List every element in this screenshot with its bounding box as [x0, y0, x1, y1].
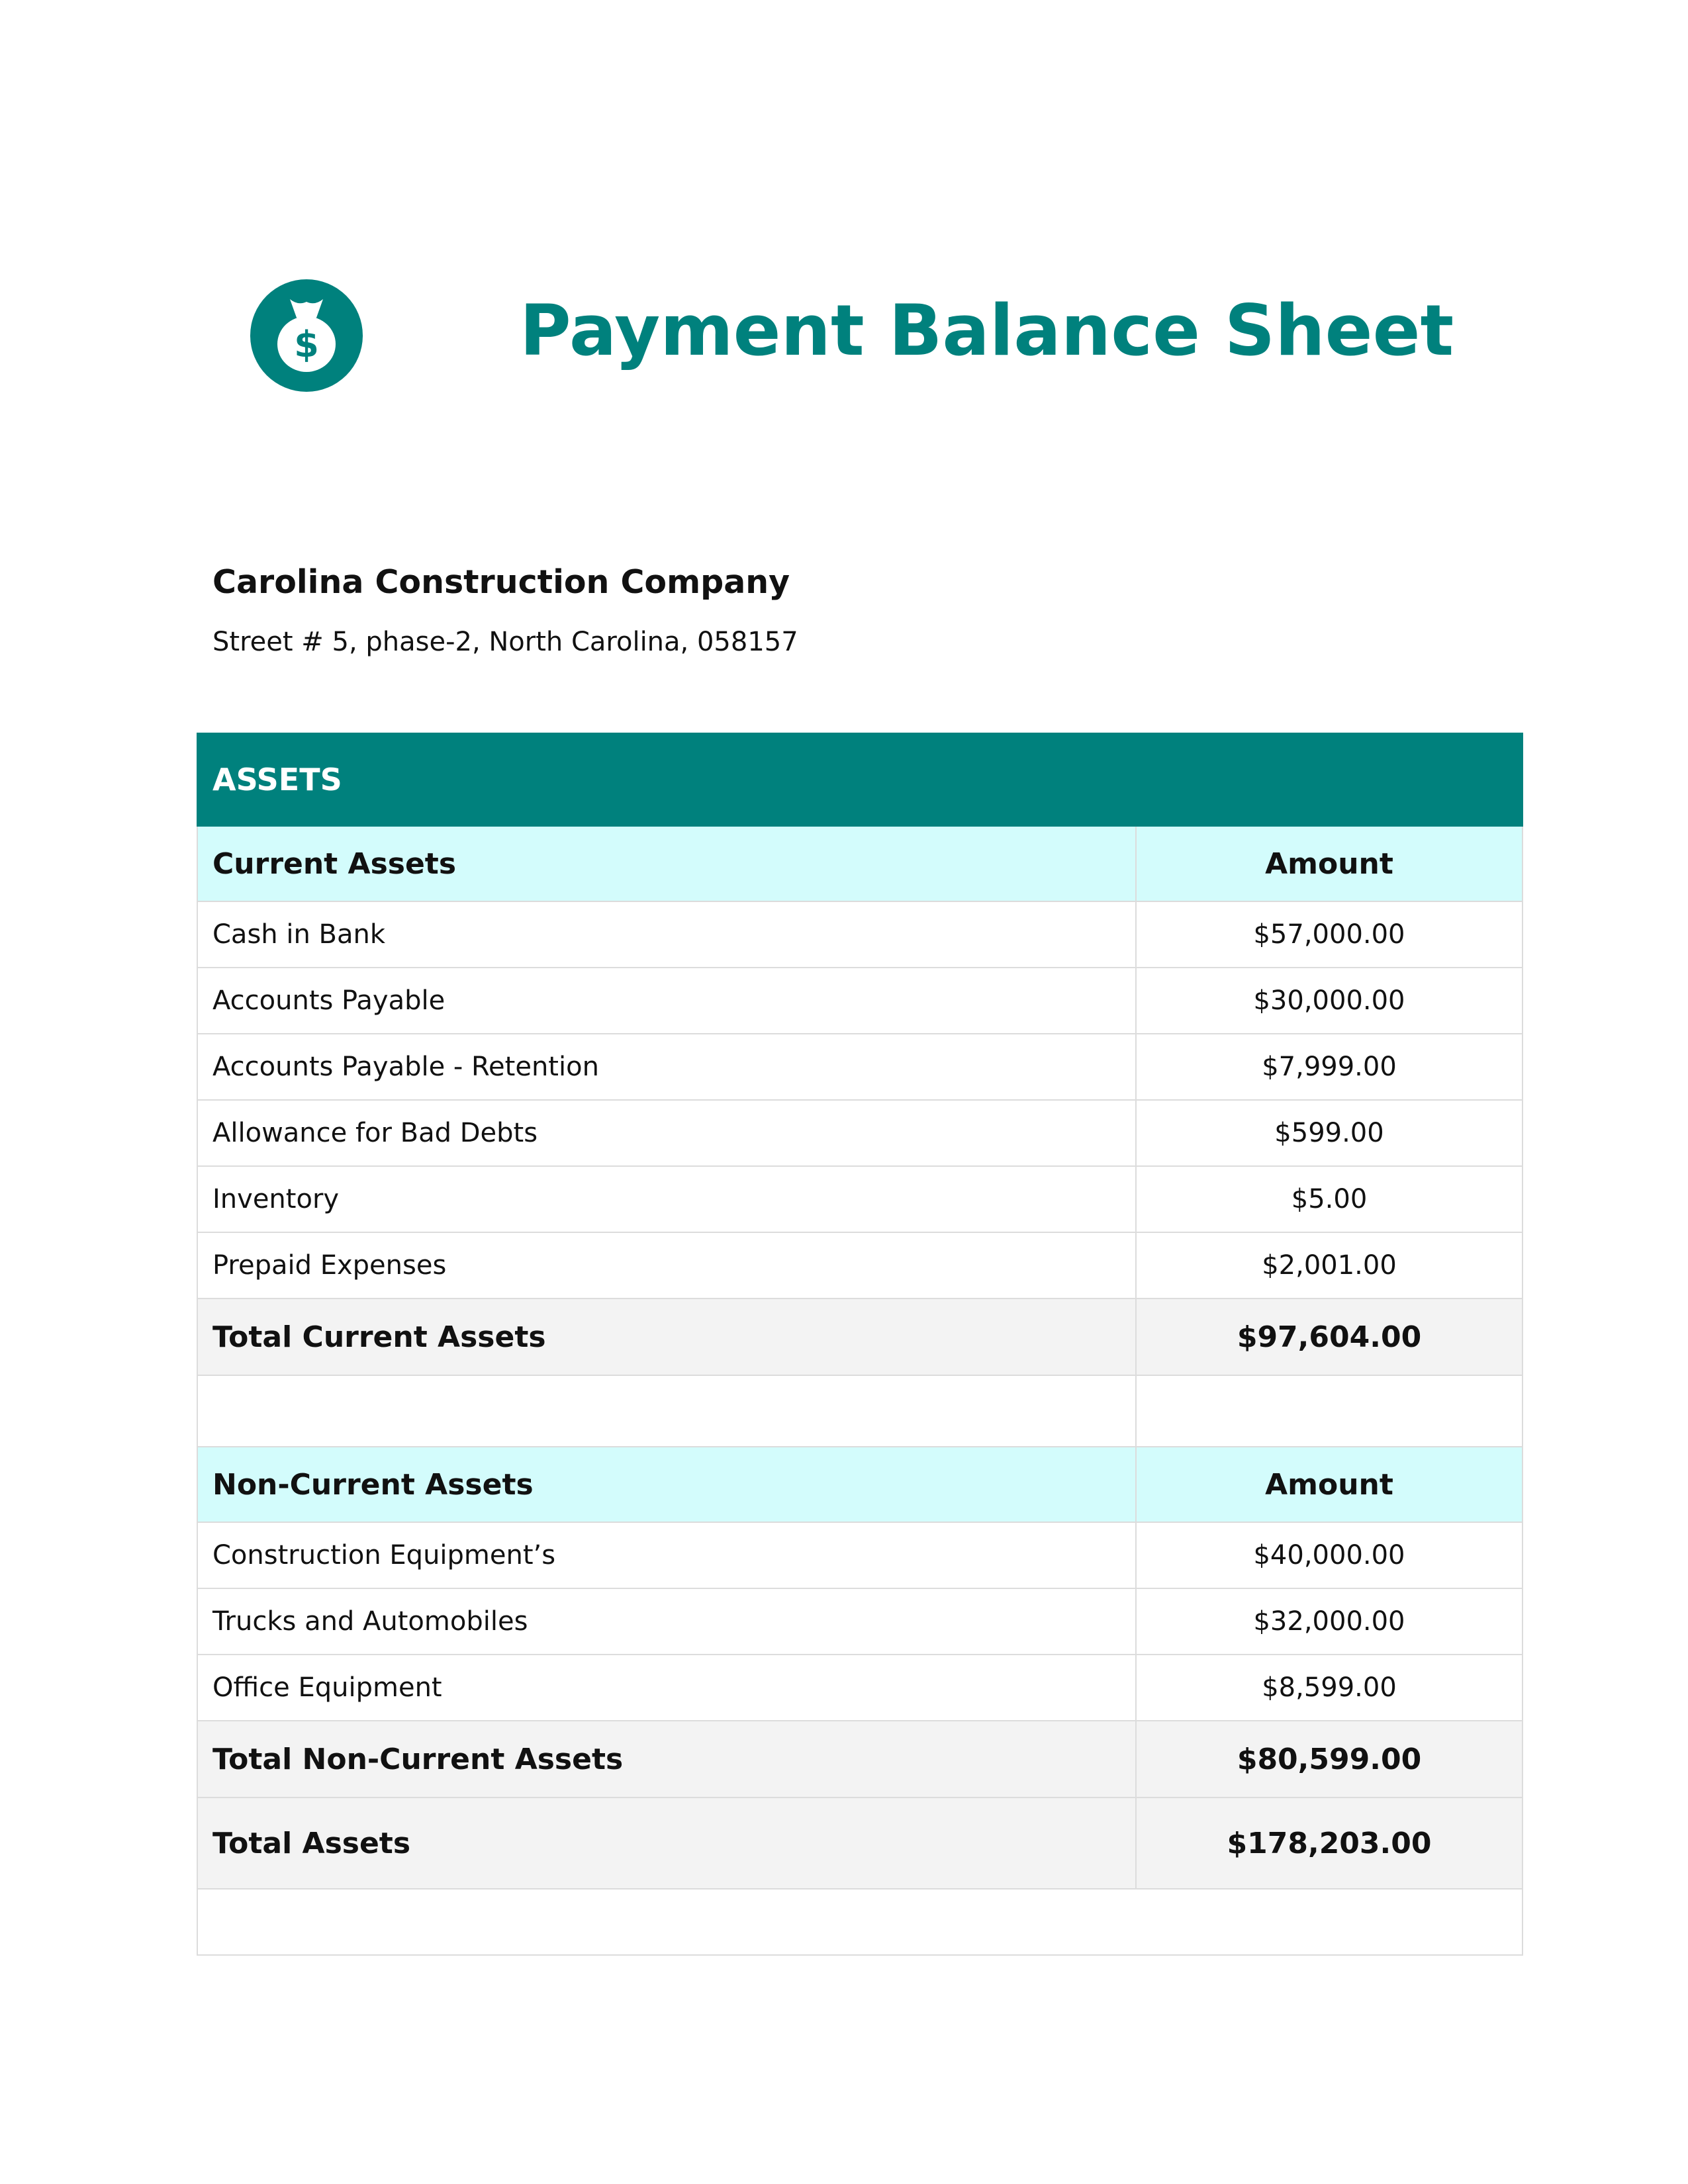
item-label: Construction Equipment’s [197, 1522, 1136, 1588]
spacer-row [197, 1889, 1523, 1955]
table-row [197, 968, 1523, 1034]
empty-cell [1136, 1375, 1523, 1447]
empty-cell [197, 1375, 1136, 1447]
item-amount: $30,000.00 [1136, 968, 1523, 1034]
assets-banner-row [197, 733, 1523, 826]
table-row [197, 1232, 1523, 1298]
current-assets-heading: Current Assets [197, 826, 1136, 901]
total-assets-label: Total Assets [197, 1797, 1136, 1889]
item-label: Cash in Bank [197, 901, 1136, 968]
non-current-assets-heading: Non-Current Assets [197, 1447, 1136, 1522]
money-bag-icon [250, 279, 363, 392]
item-label: Allowance for Bad Debts [197, 1100, 1136, 1166]
company-name: Carolina Construction Company [212, 563, 790, 601]
page-title: Payment Balance Sheet [520, 290, 1454, 371]
item-amount: $57,000.00 [1136, 901, 1523, 968]
table-row [197, 901, 1523, 968]
current-assets-header-row [197, 826, 1523, 901]
svg-text:$: $ [294, 324, 319, 365]
table-row [197, 1655, 1523, 1721]
total-assets-row [197, 1797, 1523, 1889]
item-amount: $8,599.00 [1136, 1655, 1523, 1721]
item-label: Prepaid Expenses [197, 1232, 1136, 1298]
assets-table [197, 733, 1523, 1956]
spacer-row [197, 1375, 1523, 1447]
total-non-current-assets-label: Total Non-Current Assets [197, 1721, 1136, 1797]
item-amount: $5.00 [1136, 1166, 1523, 1232]
item-amount: $599.00 [1136, 1100, 1523, 1166]
assets-section-title: ASSETS [197, 733, 1523, 826]
non-current-amount-heading: Amount [1136, 1447, 1523, 1522]
total-current-assets-row [197, 1298, 1523, 1375]
empty-cell [197, 1889, 1523, 1955]
total-non-current-assets-row [197, 1721, 1523, 1797]
total-assets-amount: $178,203.00 [1136, 1797, 1523, 1889]
item-label: Trucks and Automobiles [197, 1588, 1136, 1655]
company-address: Street # 5, phase-2, North Carolina, 058157 [212, 627, 798, 657]
item-label: Accounts Payable [197, 968, 1136, 1034]
item-label: Accounts Payable - Retention [197, 1034, 1136, 1100]
item-amount: $7,999.00 [1136, 1034, 1523, 1100]
non-current-assets-header-row [197, 1447, 1523, 1522]
table-row [197, 1034, 1523, 1100]
total-current-assets-amount: $97,604.00 [1136, 1298, 1523, 1375]
table-row [197, 1100, 1523, 1166]
item-label: Inventory [197, 1166, 1136, 1232]
total-current-assets-label: Total Current Assets [197, 1298, 1136, 1375]
current-amount-heading: Amount [1136, 826, 1523, 901]
total-non-current-assets-amount: $80,599.00 [1136, 1721, 1523, 1797]
item-label: Office Equipment [197, 1655, 1136, 1721]
item-amount: $32,000.00 [1136, 1588, 1523, 1655]
item-amount: $40,000.00 [1136, 1522, 1523, 1588]
table-row [197, 1588, 1523, 1655]
item-amount: $2,001.00 [1136, 1232, 1523, 1298]
table-row [197, 1166, 1523, 1232]
table-row [197, 1522, 1523, 1588]
